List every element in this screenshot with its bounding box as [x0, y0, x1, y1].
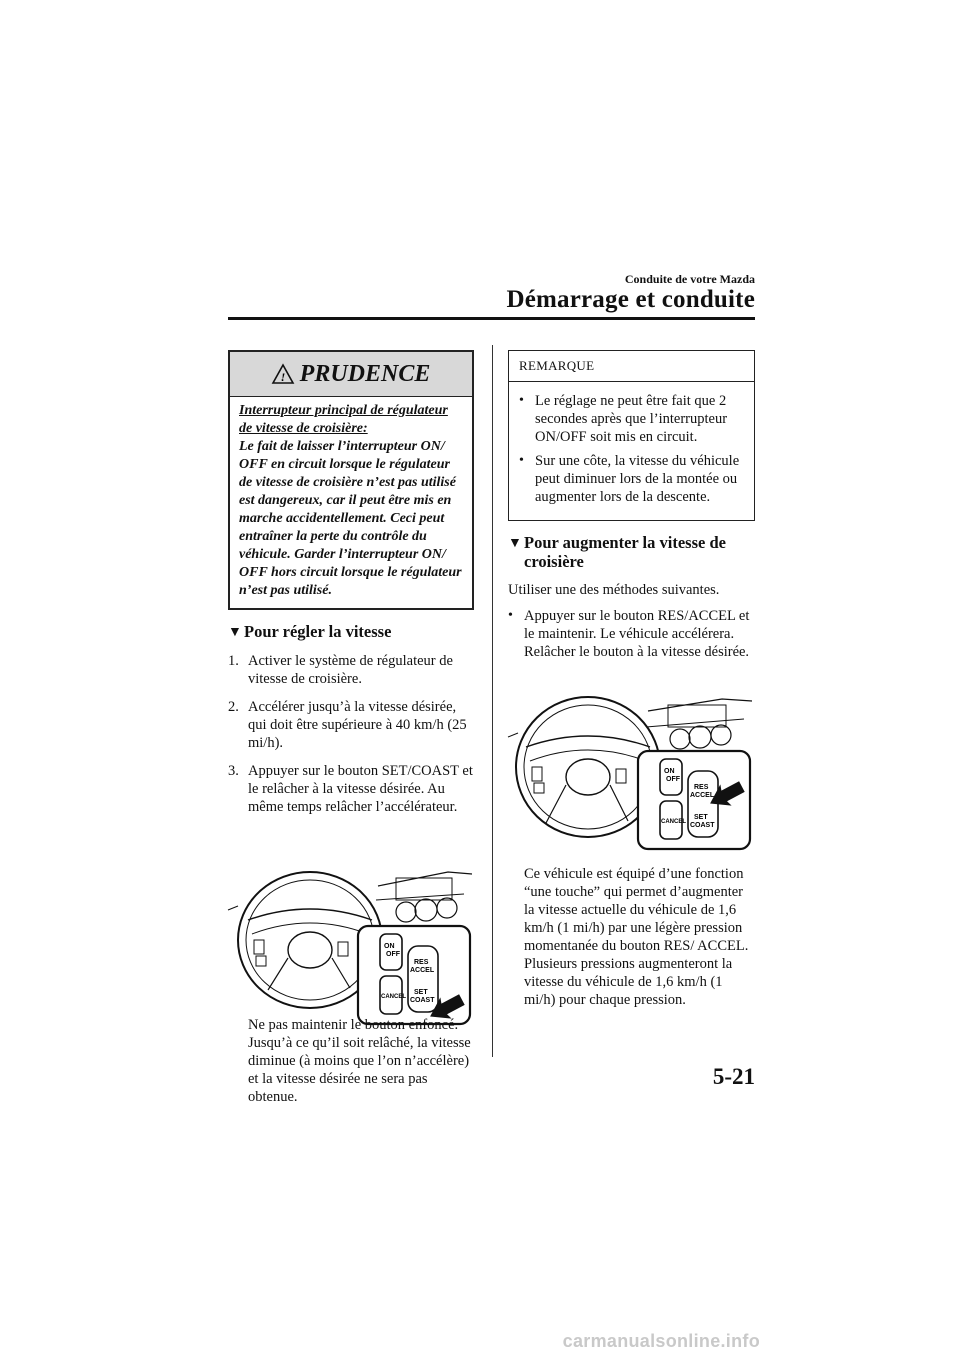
caution-box: [228, 350, 474, 610]
step-number: 1.: [228, 653, 239, 669]
note-bullet-text: Sur une côte, la vitesse du véhicule peut diminuer lors de la montée ou augmenter lors de la descente.: [535, 453, 740, 505]
bullet-icon: •: [508, 608, 513, 623]
caution-subtitle-2: de vitesse de croisière:: [239, 421, 368, 436]
note-bullet-text: Le réglage ne peut être fait que 2 secondes après que l’interrupteur ON/OFF soit mis en circuit.: [535, 393, 728, 445]
step-item: [228, 762, 474, 816]
label-set: SET: [694, 814, 708, 821]
heading-text: Pour régler la vitesse: [244, 622, 392, 641]
heading-increase-speed: [508, 533, 755, 571]
caution-text: Le fait de laisser l’interrupteur ON/ OFF en circuit lorsque le régulateur de vitesse de croisière n’est pas utilisé est dangereux, car il peut être mis en marche accidentellement. Ceci peut entraîner la perte du contrôle du véhicule. Garder l’interrupteur ON/ OFF hors circuit lorsque le régulateur n’est pas utilisé.: [239, 439, 462, 598]
label-off: OFF: [386, 951, 400, 958]
label-on: ON: [384, 943, 395, 950]
label-coast: COAST: [410, 997, 435, 1004]
note-body: [509, 382, 754, 520]
label-res: RES: [414, 959, 429, 966]
step-text: Accélérer jusqu’à la vitesse désirée, qui doit être supérieure à 40 km/h (25 mi/h).: [248, 699, 467, 751]
column-divider: [492, 345, 493, 1057]
page-number: 5-21: [712, 1064, 755, 1089]
step-item: [228, 652, 474, 688]
bullet-icon: •: [519, 453, 524, 468]
paragraph: Ne pas maintenir le bouton enfoncé. Jusqu’à ce qu’il soit relâché, la vitesse diminue (à moins que l’on n’accélère) et la vitesse désirée ne sera pas obtenue.: [248, 1017, 471, 1105]
step-item: [228, 698, 474, 752]
label-cancel: CANCEL: [381, 994, 406, 1000]
section-subtitle: Conduite de votre Mazda: [624, 272, 755, 286]
label-res: RES: [694, 784, 709, 791]
note-title: REMARQUE: [509, 351, 754, 382]
note-bullet: [519, 392, 744, 446]
step-text: Activer le système de régulateur de vitesse de croisière.: [248, 653, 453, 687]
label-coast: COAST: [690, 822, 715, 829]
right-column: [508, 350, 755, 1009]
label-off: OFF: [666, 776, 680, 783]
caution-body: [230, 397, 472, 608]
label-on: ON: [664, 768, 675, 775]
watermark: carmanualsonline.info: [562, 1331, 760, 1351]
steering-wheel-set-coast-illustration: [228, 850, 474, 1004]
bullet-icon: •: [519, 393, 524, 408]
caution-header: [230, 352, 472, 397]
triangle-bullet-icon: ▼: [508, 536, 522, 551]
label-cancel: CANCEL: [661, 819, 686, 825]
note-box: [508, 350, 755, 521]
step-text: Appuyer sur le bouton SET/COAST et le relâcher à la vitesse désirée. Au même temps relâcher l’accélérateur.: [248, 763, 473, 815]
paragraph: Ce véhicule est équipé d’une fonction “une touche” qui permet d’augmenter la vitesse actuelle du véhicule de 1,6 km/h (1 mi/h) par une légère pression momentanée du bouton RES/ ACCEL. Plusieurs pressions augmenteront la vitesse du véhicule de 1,6 km/h (1 mi/h) pour chaque pression.: [524, 866, 749, 1008]
header-rule: [228, 317, 755, 320]
note-bullet: [519, 452, 744, 506]
label-accel: ACCEL: [410, 967, 435, 974]
section-title: Démarrage et conduite: [506, 286, 755, 313]
heading-text: Pour augmenter la vitesse de croisière: [524, 533, 726, 571]
triangle-bullet-icon: ▼: [228, 625, 242, 640]
steering-wheel-res-accel-illustration: [508, 683, 754, 851]
warning-mark: !: [280, 370, 285, 384]
left-column: [228, 350, 474, 1106]
step-number: 3.: [228, 763, 239, 779]
paragraph: Utiliser une des méthodes suivantes.: [508, 582, 720, 598]
label-accel: ACCEL: [690, 792, 715, 799]
list-item: [508, 607, 755, 661]
warning-triangle-icon: [272, 364, 294, 384]
label-set: SET: [414, 989, 428, 996]
caution-title: PRUDENCE: [299, 361, 431, 387]
caution-subtitle-1: Interrupteur principal de régulateur: [239, 403, 448, 418]
step-number: 2.: [228, 699, 239, 715]
list-item-text: Appuyer sur le bouton RES/ACCEL et le maintenir. Le véhicule accélérera. Relâcher le bouton à la vitesse désirée.: [524, 608, 750, 660]
heading-set-speed: [228, 622, 474, 642]
